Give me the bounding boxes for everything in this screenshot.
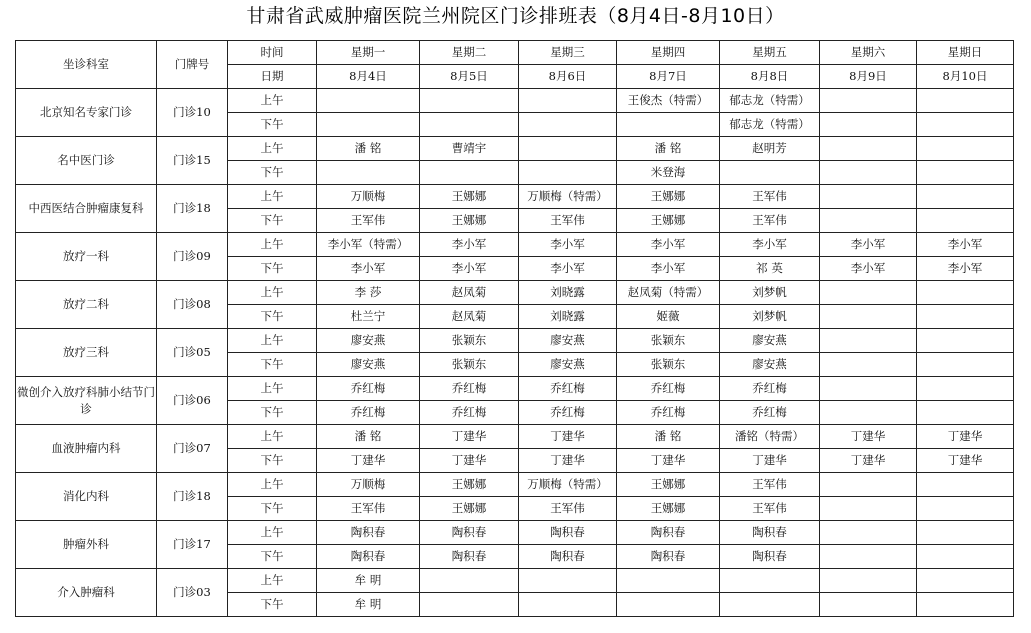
doctor-cell [917,401,1014,425]
doctor-cell: 乔红梅 [317,401,420,425]
doctor-cell: 王军伟 [720,185,820,209]
doctor-cell [917,89,1014,113]
doctor-cell [917,329,1014,353]
doctor-cell [917,305,1014,329]
department-name: 介入肿瘤科 [16,569,157,617]
period-label: 上午 [228,281,317,305]
period-label: 下午 [228,545,317,569]
doctor-cell: 王军伟 [519,209,617,233]
header-dept: 坐诊科室 [16,41,157,89]
header-date: 8月6日 [519,65,617,89]
department-name: 放疗二科 [16,281,157,329]
period-label: 下午 [228,353,317,377]
doctor-cell: 刘梦帆 [720,305,820,329]
department-name: 消化内科 [16,473,157,521]
doctor-cell: 王军伟 [720,497,820,521]
doctor-cell [617,569,720,593]
doctor-cell: 乔红梅 [617,401,720,425]
period-label: 下午 [228,497,317,521]
period-label: 上午 [228,377,317,401]
doctor-cell: 丁建华 [519,449,617,473]
doctor-cell: 刘晓露 [519,281,617,305]
doctor-cell: 米登海 [617,161,720,185]
doctor-cell: 陶积春 [317,521,420,545]
doctor-cell [420,89,519,113]
period-label: 下午 [228,401,317,425]
period-label: 上午 [228,185,317,209]
doctor-cell [917,593,1014,617]
doctor-cell: 王娜娜 [617,473,720,497]
schedule-row [16,521,1014,545]
period-label: 上午 [228,233,317,257]
doctor-cell [820,113,917,137]
doctor-cell: 王军伟 [317,497,420,521]
doctor-cell: 王娜娜 [420,473,519,497]
doctor-cell: 陶积春 [519,521,617,545]
doctor-cell [519,89,617,113]
doctor-cell: 乔红梅 [420,401,519,425]
doctor-cell: 祁 英 [720,257,820,281]
doctor-cell [917,497,1014,521]
department-name: 放疗三科 [16,329,157,377]
doctor-cell: 丁建华 [917,449,1014,473]
period-label: 下午 [228,161,317,185]
doctor-cell: 姬薇 [617,305,720,329]
header-date: 8月4日 [317,65,420,89]
doctor-cell: 杜兰宁 [317,305,420,329]
doctor-cell: 李小军 [420,257,519,281]
doctor-cell [519,569,617,593]
doctor-cell: 赵凤菊（特需） [617,281,720,305]
doctor-cell [820,497,917,521]
room-number: 门诊08 [157,281,228,329]
schedule-row [16,233,1014,257]
doctor-cell: 王军伟 [720,209,820,233]
header-day: 星期四 [617,41,720,65]
room-number: 门诊06 [157,377,228,425]
room-number: 门诊18 [157,473,228,521]
room-number: 门诊05 [157,329,228,377]
doctor-cell [820,545,917,569]
doctor-cell: 王娜娜 [617,497,720,521]
doctor-cell: 陶积春 [420,521,519,545]
doctor-cell: 王俊杰（特需） [617,89,720,113]
doctor-cell: 牟 明 [317,593,420,617]
doctor-cell [820,305,917,329]
doctor-cell: 张颖东 [420,329,519,353]
doctor-cell: 李小军 [720,233,820,257]
department-name: 肿瘤外科 [16,521,157,569]
doctor-cell: 张颖东 [617,353,720,377]
doctor-cell: 李小军 [617,233,720,257]
doctor-cell [317,113,420,137]
schedule-row [16,329,1014,353]
header-day: 星期三 [519,41,617,65]
doctor-cell: 廖安燕 [519,353,617,377]
doctor-cell: 乔红梅 [519,377,617,401]
department-name: 微创介入放疗科肺小结节门诊 [16,377,157,425]
header-date: 8月8日 [720,65,820,89]
doctor-cell: 廖安燕 [720,353,820,377]
doctor-cell: 陶积春 [519,545,617,569]
doctor-cell [617,593,720,617]
doctor-cell: 曹靖宇 [420,137,519,161]
period-label: 上午 [228,521,317,545]
doctor-cell [820,209,917,233]
room-number: 门诊18 [157,185,228,233]
header-date: 8月9日 [820,65,917,89]
department-name: 名中医门诊 [16,137,157,185]
doctor-cell [917,473,1014,497]
doctor-cell: 乔红梅 [420,377,519,401]
doctor-cell [917,545,1014,569]
department-name: 放疗一科 [16,233,157,281]
doctor-cell [820,329,917,353]
doctor-cell [820,569,917,593]
schedule-row [16,89,1014,113]
doctor-cell: 赵凤菊 [420,281,519,305]
doctor-cell: 万顺梅 [317,473,420,497]
doctor-cell [420,113,519,137]
header-date: 8月10日 [917,65,1014,89]
doctor-cell: 赵凤菊 [420,305,519,329]
doctor-cell: 郁志龙（特需） [720,89,820,113]
doctor-cell [917,353,1014,377]
doctor-cell [917,185,1014,209]
schedule-row [16,473,1014,497]
doctor-cell: 郁志龙（特需） [720,113,820,137]
department-name: 中西医结合肿瘤康复科 [16,185,157,233]
schedule-row [16,377,1014,401]
period-label: 上午 [228,425,317,449]
doctor-cell: 丁建华 [317,449,420,473]
period-label: 上午 [228,137,317,161]
room-number: 门诊15 [157,137,228,185]
doctor-cell: 王娜娜 [420,209,519,233]
room-number: 门诊17 [157,521,228,569]
doctor-cell: 李小军 [820,233,917,257]
doctor-cell [420,161,519,185]
doctor-cell: 李小军 [617,257,720,281]
doctor-cell: 乔红梅 [317,377,420,401]
header-day: 星期日 [917,41,1014,65]
doctor-cell: 潘铭（特需） [720,425,820,449]
room-number: 门诊03 [157,569,228,617]
doctor-cell [820,185,917,209]
doctor-cell [820,521,917,545]
doctor-cell: 王军伟 [519,497,617,521]
room-number: 门诊07 [157,425,228,473]
doctor-cell: 王娜娜 [420,185,519,209]
header-day: 星期二 [420,41,519,65]
department-name: 血液肿瘤内科 [16,425,157,473]
period-label: 上午 [228,89,317,113]
header-time-label: 时间 [228,41,317,65]
period-label: 下午 [228,305,317,329]
doctor-cell: 丁建华 [420,425,519,449]
schedule-row [16,137,1014,161]
doctor-cell: 丁建华 [519,425,617,449]
doctor-cell [820,161,917,185]
doctor-cell: 万顺梅（特需） [519,473,617,497]
doctor-cell: 潘 铭 [317,137,420,161]
doctor-cell: 牟 明 [317,569,420,593]
header-row-days [16,41,1014,65]
doctor-cell: 王娜娜 [617,185,720,209]
header-day: 星期六 [820,41,917,65]
doctor-cell: 李 莎 [317,281,420,305]
doctor-cell: 李小军 [519,233,617,257]
schedule-row [16,425,1014,449]
doctor-cell: 丁建华 [820,449,917,473]
doctor-cell [820,137,917,161]
doctor-cell: 张颖东 [420,353,519,377]
doctor-cell: 廖安燕 [317,329,420,353]
doctor-cell: 丁建华 [617,449,720,473]
header-day: 星期一 [317,41,420,65]
doctor-cell: 丁建华 [720,449,820,473]
room-number: 门诊09 [157,233,228,281]
doctor-cell [519,137,617,161]
doctor-cell [820,353,917,377]
doctor-cell [917,569,1014,593]
doctor-cell [917,113,1014,137]
doctor-cell [917,281,1014,305]
doctor-cell: 王军伟 [317,209,420,233]
doctor-cell [519,593,617,617]
doctor-cell: 陶积春 [317,545,420,569]
schedule-row [16,281,1014,305]
doctor-cell: 李小军 [519,257,617,281]
doctor-cell: 廖安燕 [720,329,820,353]
doctor-cell: 赵明芳 [720,137,820,161]
doctor-cell: 李小军（特需） [317,233,420,257]
doctor-cell: 刘梦帆 [720,281,820,305]
doctor-cell [317,89,420,113]
doctor-cell: 李小军 [917,233,1014,257]
doctor-cell [420,593,519,617]
doctor-cell: 廖安燕 [317,353,420,377]
doctor-cell: 陶积春 [420,545,519,569]
doctor-cell: 李小军 [420,233,519,257]
doctor-cell [617,113,720,137]
doctor-cell: 乔红梅 [720,377,820,401]
doctor-cell: 潘 铭 [617,137,720,161]
schedule-row [16,569,1014,593]
doctor-cell [420,569,519,593]
doctor-cell: 乔红梅 [617,377,720,401]
doctor-cell [820,401,917,425]
doctor-cell: 潘 铭 [617,425,720,449]
doctor-cell: 乔红梅 [519,401,617,425]
doctor-cell: 陶积春 [720,521,820,545]
doctor-cell: 潘 铭 [317,425,420,449]
header-date-label: 日期 [228,65,317,89]
period-label: 下午 [228,209,317,233]
period-label: 上午 [228,329,317,353]
doctor-cell: 廖安燕 [519,329,617,353]
doctor-cell [917,521,1014,545]
doctor-cell [519,161,617,185]
doctor-cell [720,161,820,185]
doctor-cell: 丁建华 [420,449,519,473]
room-number: 门诊10 [157,89,228,137]
doctor-cell: 丁建华 [917,425,1014,449]
doctor-cell: 万顺梅 [317,185,420,209]
doctor-cell [820,281,917,305]
doctor-cell: 陶积春 [720,545,820,569]
doctor-cell [917,137,1014,161]
doctor-cell: 王娜娜 [420,497,519,521]
header-day: 星期五 [720,41,820,65]
header-date: 8月5日 [420,65,519,89]
doctor-cell: 王军伟 [720,473,820,497]
doctor-cell [820,89,917,113]
doctor-cell [917,377,1014,401]
doctor-cell: 王娜娜 [617,209,720,233]
doctor-cell: 陶积春 [617,521,720,545]
period-label: 下午 [228,449,317,473]
doctor-cell [917,209,1014,233]
doctor-cell: 李小军 [317,257,420,281]
doctor-cell: 万顺梅（特需） [519,185,617,209]
period-label: 下午 [228,257,317,281]
doctor-cell: 刘晓露 [519,305,617,329]
schedule-row [16,185,1014,209]
doctor-cell [820,593,917,617]
doctor-cell: 丁建华 [820,425,917,449]
doctor-cell: 陶积春 [617,545,720,569]
doctor-cell: 张颖东 [617,329,720,353]
doctor-cell [917,161,1014,185]
doctor-cell: 李小军 [820,257,917,281]
header-date: 8月7日 [617,65,720,89]
doctor-cell: 乔红梅 [720,401,820,425]
schedule-table [15,40,1014,617]
doctor-cell: 李小军 [917,257,1014,281]
period-label: 下午 [228,113,317,137]
doctor-cell [519,113,617,137]
doctor-cell [720,569,820,593]
period-label: 下午 [228,593,317,617]
page-title: 甘肃省武威肿瘤医院兰州院区门诊排班表（8月4日-8月10日） [246,5,785,27]
doctor-cell [720,593,820,617]
doctor-cell [820,473,917,497]
department-name: 北京知名专家门诊 [16,89,157,137]
doctor-cell [317,161,420,185]
period-label: 上午 [228,569,317,593]
doctor-cell [820,377,917,401]
period-label: 上午 [228,473,317,497]
header-room: 门牌号 [157,41,228,89]
